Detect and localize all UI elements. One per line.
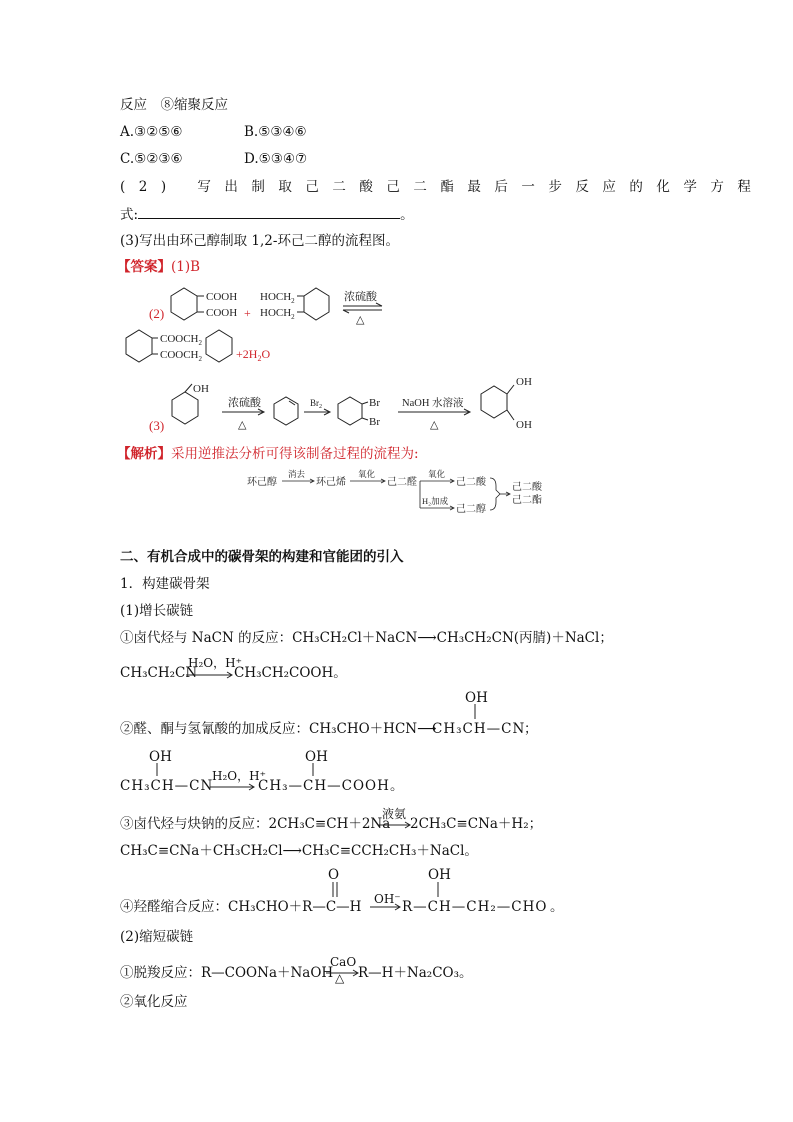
analysis-label: 【解析】 xyxy=(117,446,171,462)
q1-tail: 反应 ⑧缩聚反应 xyxy=(120,97,228,113)
r3-cond: 液氨 xyxy=(382,807,407,821)
r4-o: O xyxy=(328,867,340,883)
arrow-icon xyxy=(370,904,404,912)
svg-text:消去: 消去 xyxy=(288,469,306,479)
subsection-1b: (2)缩短碳链 xyxy=(120,929,194,945)
r2b-left: CH₃CH—CN xyxy=(120,778,214,794)
option-c: C.⑤②③⑥ xyxy=(120,151,183,167)
eq2-water: $+2H_2O$ xyxy=(236,347,271,363)
svg-text:Br: Br xyxy=(369,397,380,409)
flow-node-3: 己二醛 xyxy=(387,477,417,488)
r4-cond: OH⁻ xyxy=(374,892,401,906)
option-d: D.⑤③④⑦ xyxy=(244,151,308,167)
svg-text:氧化: 氧化 xyxy=(358,469,376,479)
eq2-cond-top: 浓硫酸 xyxy=(344,291,377,303)
svg-text:氧化: 氧化 xyxy=(428,469,446,479)
eq3-number: (3) xyxy=(149,418,165,433)
flow-node-5: 己二醇 xyxy=(456,504,486,515)
subsection-1a: (1)增长碳链 xyxy=(120,603,194,619)
svg-text:COOCH2: $COOCH_2$ xyxy=(160,349,203,363)
reaction-3b: CH₃C≡CNa＋CH₃CH₂Cl⟶CH₃C≡CCH₂CH₃＋NaCl。 xyxy=(120,843,478,859)
svg-text:OH: OH xyxy=(516,419,532,431)
arrow-icon xyxy=(378,822,414,830)
svg-text:COOCH2: $COOCH_2$ xyxy=(160,333,203,347)
arrow-icon xyxy=(210,784,260,792)
svg-text:OH: OH xyxy=(193,383,209,395)
svg-text:HOCH2: $HOCH_2$ xyxy=(260,291,295,305)
analysis-text: 采用逆推法分析可得该制备过程的流程为: xyxy=(171,446,419,462)
reaction-3-right: 2CH₃C≡CNa＋H₂； xyxy=(410,816,543,832)
answer-label: 【答案】 xyxy=(117,259,171,275)
reaction-5: ①脱羧反应：R—COONa＋NaOH xyxy=(120,965,334,981)
bond-line xyxy=(474,704,478,720)
flow-node-2: 环己烯 xyxy=(316,477,346,488)
r5-cond-bottom: △ xyxy=(335,971,345,985)
svg-text:OH: OH xyxy=(516,376,532,388)
eq2-cond-bottom: △ xyxy=(356,314,365,326)
subsection-1: 1．构建碳骨架 xyxy=(120,576,210,592)
option-b: B.⑤③④⑥ xyxy=(244,124,307,140)
r2b-cond: H₂O，H⁺ xyxy=(212,769,266,783)
r2-oh: OH xyxy=(465,690,488,706)
svg-text:COOH: COOH xyxy=(206,291,238,303)
bond-line xyxy=(437,882,441,898)
reaction-1b-right: CH₃CH₂COOH。 xyxy=(234,665,347,681)
reaction-1: ①卤代烃与 NaCN 的反应：CH₃CH₂Cl＋NaCN⟶CH₃CH₂CN(丙腈)＋NaCl； xyxy=(120,630,613,646)
q2-label: 式: xyxy=(120,207,139,223)
bond-line xyxy=(312,763,316,777)
svg-text:+: + xyxy=(244,306,251,320)
flow-node-1: 环己醇 xyxy=(247,477,277,488)
q3-prompt: (3)写出由环己醇制取 1,2-环己二醇的流程图。 xyxy=(120,233,399,249)
reaction-6: ②氧化反应 xyxy=(120,994,188,1010)
q2-end: 。 xyxy=(400,207,414,223)
flow-result-1: 己二酸 xyxy=(512,482,542,493)
option-a: A.③②⑤⑥ xyxy=(120,124,183,140)
reaction-5-right: R—H＋Na₂CO₃。 xyxy=(358,965,473,981)
reaction-1b-left: CH₃CH₂CN xyxy=(120,665,198,681)
r2b-oh-left: OH xyxy=(149,749,172,765)
section-title: 二、有机合成中的碳骨架的构建和官能团的引入 xyxy=(120,549,404,565)
arrow-icon xyxy=(186,672,236,680)
reaction-3: ③卤代烃与炔钠的反应：2CH₃C≡CH＋2Na xyxy=(120,816,391,832)
r4-end: 。 xyxy=(550,899,564,915)
double-bond xyxy=(330,882,340,898)
svg-text:HOCH2: $HOCH_2$ xyxy=(260,307,295,321)
svg-text:NaOH 水溶液: NaOH 水溶液 xyxy=(402,398,464,409)
q2-prefix: (2) 写出制取己二酸己二酯最后一步反应的化学方程 xyxy=(120,179,765,195)
r2b-right: CH₃—CH—COOH xyxy=(258,778,390,794)
r5-cond-top: CaO xyxy=(330,955,357,969)
r2b-end: 。 xyxy=(390,778,404,794)
svg-text:Br2: $Br_2$ xyxy=(310,398,322,410)
svg-text:浓硫酸: 浓硫酸 xyxy=(228,397,261,409)
svg-text:Br: Br xyxy=(369,416,380,428)
flow-node-4: 己二酸 xyxy=(456,477,486,488)
bond-line xyxy=(156,763,160,777)
svg-text:△: △ xyxy=(238,419,247,431)
reaction-2: ②醛、酮与氢氰酸的加成反应：CH₃CHO＋HCN⟶ xyxy=(120,721,437,737)
eq2-number: (2) xyxy=(149,306,165,321)
answer-part1: (1)B xyxy=(171,259,201,275)
flow-result-2: 己二酯 xyxy=(512,495,542,506)
r4-oh: OH xyxy=(428,867,451,883)
reaction-1b-cond: H₂O，H⁺ xyxy=(188,656,242,670)
reaction-4: ④羟醛缩合反应：CH₃CHO＋R—C—H xyxy=(120,899,362,915)
r2b-oh-right: OH xyxy=(305,749,328,765)
reaction-4-right: R—CH—CH₂—CHO xyxy=(402,899,548,915)
r2-end: ； xyxy=(524,721,538,737)
r2-product: CH₃CH—CN xyxy=(432,721,526,737)
svg-text:△: △ xyxy=(430,419,439,431)
svg-text:H₂加成: H₂加成 xyxy=(422,496,449,506)
svg-text:COOH: COOH xyxy=(206,307,238,319)
